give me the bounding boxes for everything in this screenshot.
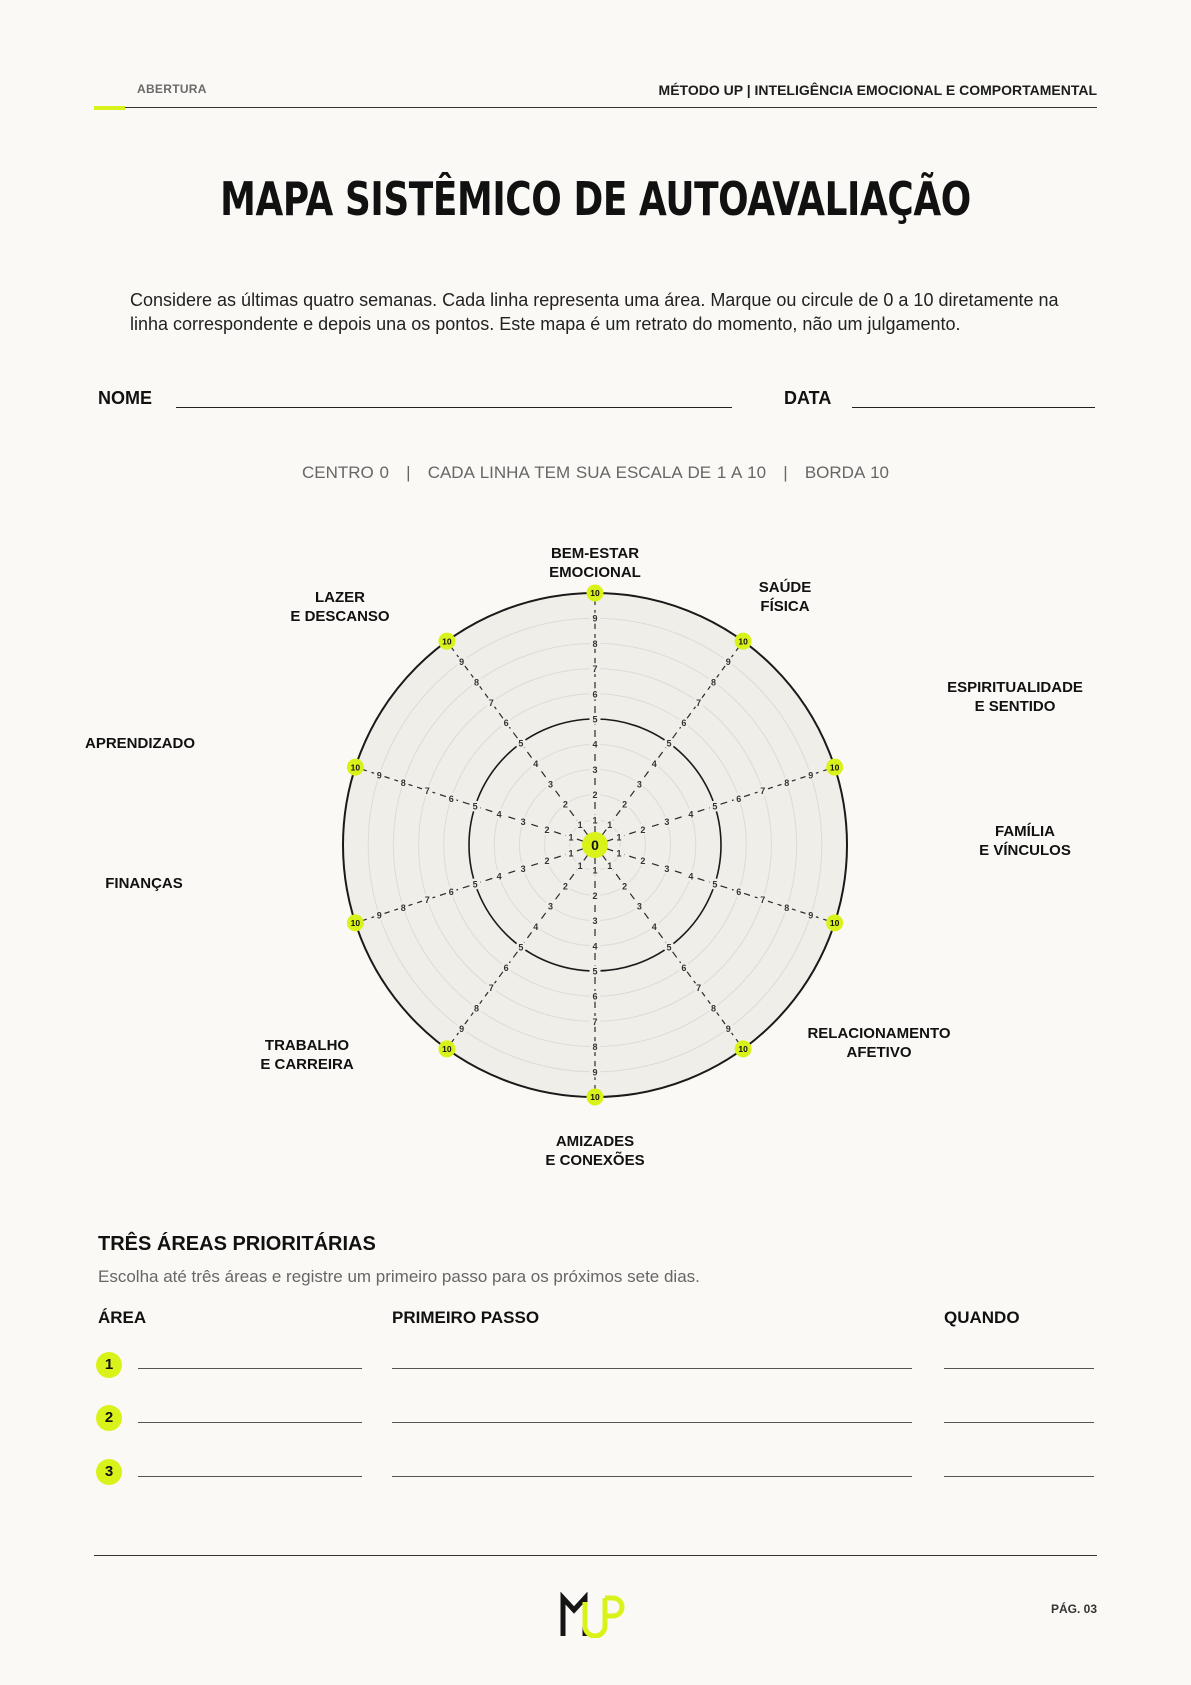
tick-label-4-4: 4	[651, 922, 657, 933]
tick-label-3-1: 1	[616, 848, 622, 859]
tick-label-5-4: 4	[592, 941, 598, 952]
intro-text: Considere as últimas quatro semanas. Cada linha representa uma área. Marque ou circule de 0 a 10 diretamente na linha correspondente e depois una os pontos. Este mapa é um retrato do momento, não um julgamento.	[130, 290, 1059, 334]
tick-label-1-4: 4	[651, 758, 657, 769]
area-label-8: APRENDIZADO	[84, 735, 195, 752]
priority-2-area-field[interactable]	[138, 1422, 362, 1423]
tick-label-1-1: 1	[607, 820, 613, 831]
tick-label-1-8: 8	[710, 677, 717, 688]
tick-label-8-1: 1	[568, 832, 574, 843]
tick-label-0-4: 4	[592, 739, 598, 750]
tick-label-3-3: 3	[664, 863, 670, 874]
spoke-end-label-3: 10	[829, 918, 840, 929]
column-area: ÁREA	[98, 1308, 147, 1327]
date-label: DATA	[784, 388, 832, 408]
spoke-end-label-0: 10	[590, 588, 600, 599]
tick-label-9-8: 8	[473, 677, 480, 688]
tick-label-7-6: 6	[448, 887, 454, 898]
tick-label-7-9: 9	[376, 910, 382, 921]
tick-label-6-6: 6	[503, 962, 509, 973]
mup-logo	[560, 1592, 630, 1638]
tick-label-7-7: 7	[424, 895, 430, 906]
tick-label-5-2: 2	[592, 890, 598, 901]
tick-label-0-7: 7	[592, 664, 598, 675]
tick-label-6-4: 4	[533, 922, 539, 933]
tick-label-5-7: 7	[592, 1016, 598, 1027]
tick-label-1-2: 2	[622, 799, 628, 810]
spoke-end-label-2: 10	[829, 762, 840, 773]
priorities-subtitle: Escolha até três áreas e registre um primeiro passo para os próximos sete dias.	[98, 1267, 700, 1286]
priority-3-area-field[interactable]	[138, 1476, 362, 1477]
priority-number-2: 2	[96, 1405, 122, 1431]
tick-label-6-1: 1	[577, 860, 583, 871]
tick-label-6-3: 3	[548, 901, 554, 912]
tick-label-0-1: 1	[592, 815, 598, 826]
tick-label-7-8: 8	[400, 902, 406, 913]
tick-label-3-5: 5	[712, 879, 718, 890]
spoke-end-label-5: 10	[590, 1092, 600, 1103]
column-first-step: PRIMEIRO PASSO	[392, 1308, 540, 1327]
tick-label-5-3: 3	[592, 916, 598, 927]
tick-label-4-8: 8	[710, 1003, 717, 1014]
priority-number-3: 3	[96, 1459, 122, 1485]
area-label-7: FINANÇAS	[105, 875, 183, 892]
tick-label-0-2: 2	[592, 790, 598, 801]
tick-label-8-5: 5	[472, 801, 478, 812]
tick-label-4-1: 1	[607, 860, 613, 871]
tick-label-5-5: 5	[592, 966, 598, 977]
area-label-6: TRABALHO E CARREIRA	[260, 1037, 354, 1073]
tick-label-9-9: 9	[459, 657, 465, 668]
spoke-end-label-4: 10	[738, 1044, 748, 1055]
scale-legend-text: CENTRO 0 | CADA LINHA TEM SUA ESCALA DE 1 A 10 | BORDA 10	[301, 463, 889, 482]
area-label-1: SAÚDE FÍSICA	[758, 579, 812, 615]
tick-label-3-6: 6	[736, 887, 742, 898]
area-label-5: AMIZADES E CONEXÕES	[545, 1133, 645, 1169]
tick-label-2-5: 5	[712, 801, 718, 812]
tick-label-0-3: 3	[592, 764, 598, 775]
tick-label-3-8: 8	[784, 902, 790, 913]
tick-label-4-2: 2	[622, 881, 628, 892]
wheel-center	[582, 832, 608, 858]
tick-label-5-1: 1	[592, 865, 598, 876]
tick-label-2-7: 7	[760, 785, 766, 796]
priority-1-when-field[interactable]	[944, 1368, 1094, 1369]
tick-label-7-5: 5	[472, 879, 478, 890]
tick-label-6-2: 2	[562, 881, 568, 892]
tick-label-4-7: 7	[696, 983, 702, 994]
tick-label-6-5: 5	[518, 942, 524, 953]
tick-label-8-7: 7	[424, 785, 430, 796]
tick-label-5-9: 9	[592, 1067, 598, 1078]
spoke-end-label-9: 10	[442, 636, 452, 647]
tick-label-6-7: 7	[488, 983, 494, 994]
tick-label-5-8: 8	[592, 1042, 598, 1053]
priority-number-1: 1	[96, 1352, 122, 1378]
tick-label-0-5: 5	[592, 714, 598, 725]
tick-label-2-9: 9	[808, 770, 814, 781]
tick-label-6-9: 9	[459, 1023, 465, 1034]
tick-label-8-8: 8	[400, 778, 406, 789]
tick-label-2-1: 1	[616, 832, 622, 843]
area-label-0: BEM-ESTAR EMOCIONAL	[549, 545, 641, 581]
tick-label-3-9: 9	[808, 910, 814, 921]
tick-label-2-3: 3	[664, 817, 670, 828]
tick-label-6-8: 8	[473, 1003, 480, 1014]
tick-label-1-5: 5	[666, 738, 672, 749]
tick-label-9-2: 2	[562, 799, 568, 810]
tick-label-2-2: 2	[640, 824, 646, 835]
tick-label-2-6: 6	[736, 793, 742, 804]
tick-label-8-2: 2	[544, 824, 550, 835]
tick-label-9-6: 6	[503, 718, 509, 729]
tick-label-4-9: 9	[725, 1023, 731, 1034]
document-title: MÉTODO UP | INTELIGÊNCIA EMOCIONAL E COMPORTAMENTAL	[658, 82, 1097, 98]
tick-label-9-5: 5	[518, 738, 524, 749]
tick-label-2-8: 8	[784, 778, 790, 789]
tick-label-0-9: 9	[592, 613, 598, 624]
priorities-title: TRÊS ÁREAS PRIORITÁRIAS	[98, 1233, 376, 1255]
tick-label-9-3: 3	[548, 779, 554, 790]
tick-label-1-7: 7	[696, 697, 702, 708]
tick-label-8-4: 4	[496, 809, 502, 820]
tick-label-9-4: 4	[533, 758, 539, 769]
tick-label-9-1: 1	[577, 820, 583, 831]
priority-1-area-field[interactable]	[138, 1368, 362, 1369]
tick-label-1-9: 9	[725, 657, 731, 668]
tick-label-4-6: 6	[681, 962, 687, 973]
spoke-end-label-7: 10	[350, 918, 361, 929]
tick-label-7-3: 3	[520, 863, 526, 874]
tick-label-3-4: 4	[688, 871, 694, 882]
spoke-end-label-1: 10	[738, 636, 748, 647]
area-label-2: ESPIRITUALIDADE E SENTIDO	[947, 679, 1083, 715]
priority-2-when-field[interactable]	[944, 1422, 1094, 1423]
section-label: ABERTURA	[137, 82, 207, 96]
spoke-end-label-8: 10	[350, 762, 361, 773]
tick-label-9-7: 7	[488, 697, 494, 708]
page-title: MAPA SISTÊMICO DE AUTOAVALIAÇÃO	[220, 172, 971, 226]
area-label-9: LAZER E DESCANSO	[290, 589, 390, 625]
tick-label-3-7: 7	[760, 895, 766, 906]
area-label-4: RELACIONAMENTO AFETIVO	[807, 1025, 951, 1061]
column-when: QUANDO	[944, 1308, 1020, 1327]
tick-label-2-4: 4	[688, 809, 694, 820]
tick-label-1-3: 3	[636, 779, 642, 790]
center-label: 0	[591, 837, 599, 853]
tick-label-5-6: 6	[592, 991, 598, 1002]
name-label: NOME	[98, 388, 152, 408]
tick-label-1-6: 6	[681, 718, 687, 729]
page-number: PÁG. 03	[1050, 1602, 1097, 1616]
tick-label-0-8: 8	[592, 638, 598, 649]
footer-divider	[94, 1555, 1097, 1556]
priority-1-step-field[interactable]	[392, 1368, 912, 1369]
priority-3-step-field[interactable]	[392, 1476, 912, 1477]
area-label-3: FAMÍLIA E VÍNCULOS	[979, 823, 1071, 859]
tick-label-8-3: 3	[520, 817, 526, 828]
priority-2-step-field[interactable]	[392, 1422, 912, 1423]
tick-label-4-5: 5	[666, 942, 672, 953]
tick-label-8-9: 9	[376, 770, 382, 781]
tick-label-0-6: 6	[592, 689, 598, 700]
tick-label-8-6: 6	[448, 793, 454, 804]
priority-3-when-field[interactable]	[944, 1476, 1094, 1477]
spoke-end-label-6: 10	[442, 1044, 452, 1055]
tick-label-7-1: 1	[568, 848, 574, 859]
tick-label-4-3: 3	[636, 901, 642, 912]
tick-label-3-2: 2	[640, 856, 646, 867]
tick-label-7-2: 2	[544, 856, 550, 867]
tick-label-7-4: 4	[496, 871, 502, 882]
